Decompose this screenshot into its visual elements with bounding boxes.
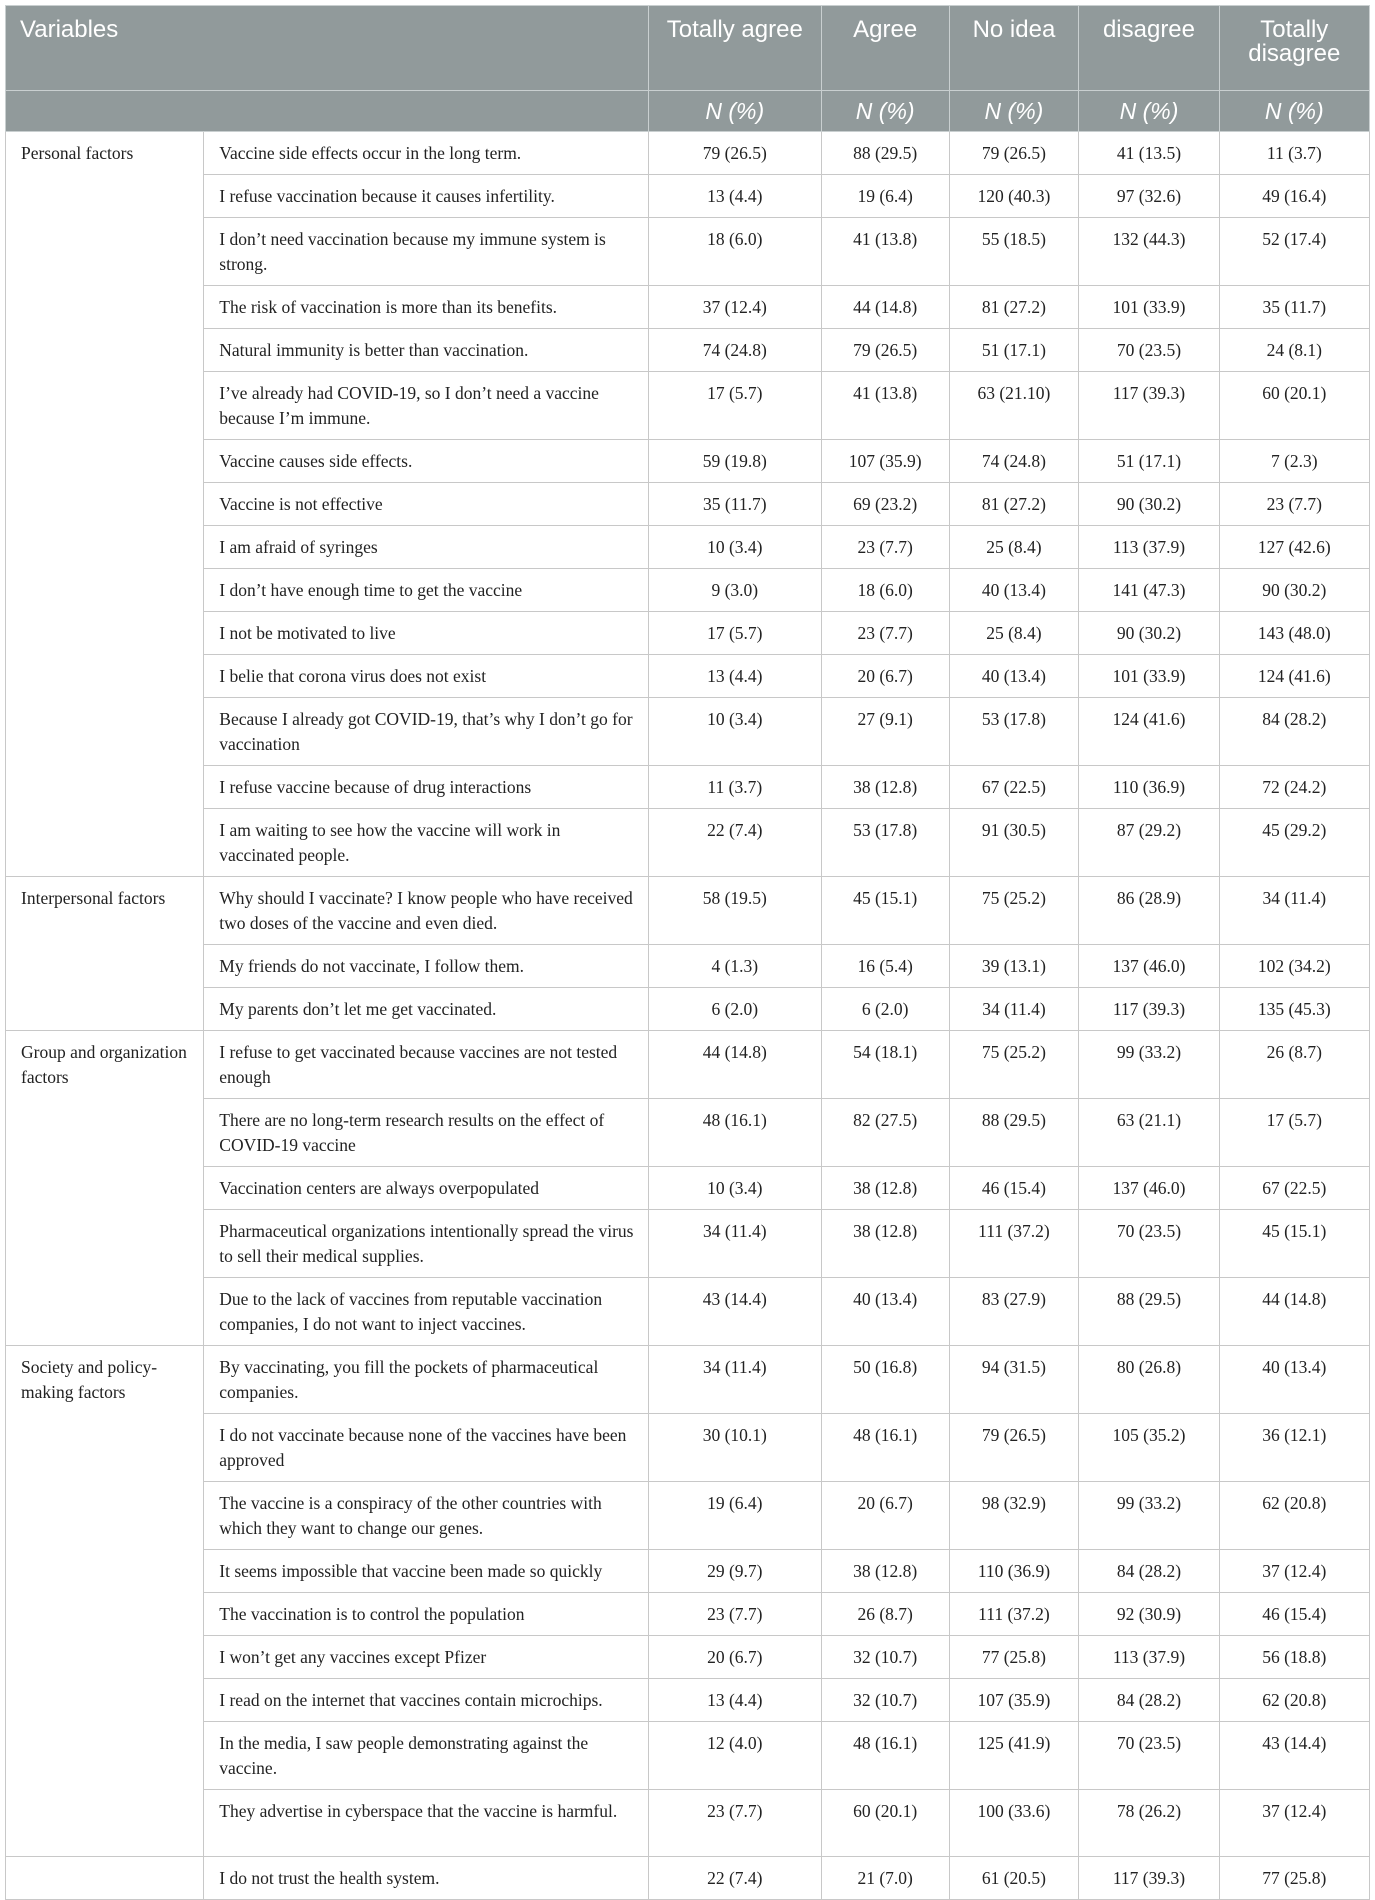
cell-value: 135 (45.3) <box>1219 988 1369 1031</box>
table-row <box>6 1679 1370 1722</box>
table-row <box>6 655 1370 698</box>
cell-value: 32 (10.7) <box>821 1636 949 1679</box>
cell-value: 70 (23.5) <box>1079 1210 1219 1278</box>
cell-value: 105 (35.2) <box>1079 1414 1219 1482</box>
table-row <box>6 1790 1370 1857</box>
table-row <box>6 372 1370 440</box>
cell-value: 38 (12.8) <box>821 1167 949 1210</box>
cell-value: 7 (2.3) <box>1219 440 1369 483</box>
cell-value: 26 (8.7) <box>821 1593 949 1636</box>
cell-value: 37 (12.4) <box>648 286 821 329</box>
cell-value: 90 (30.2) <box>1219 569 1369 612</box>
cell-value: 35 (11.7) <box>1219 286 1369 329</box>
header-blank <box>6 91 649 132</box>
cell-value: 22 (7.4) <box>648 1857 821 1900</box>
header-totally-disagree: Totally disagree <box>1219 6 1369 91</box>
cell-value: 19 (6.4) <box>821 175 949 218</box>
cell-value: 88 (29.5) <box>1079 1278 1219 1346</box>
group-label: Personal factors <box>6 132 204 877</box>
item-label: There are no long-term research results on the effect of COVID-19 vaccine <box>204 1099 648 1167</box>
cell-value: 40 (13.4) <box>949 569 1079 612</box>
table-row <box>6 218 1370 286</box>
cell-value: 40 (13.4) <box>821 1278 949 1346</box>
table-row <box>6 1414 1370 1482</box>
cell-value: 34 (11.4) <box>648 1210 821 1278</box>
cell-value: 61 (20.5) <box>949 1857 1079 1900</box>
cell-value: 39 (13.1) <box>949 945 1079 988</box>
cell-value: 77 (25.8) <box>949 1636 1079 1679</box>
table-row <box>6 988 1370 1031</box>
cell-value: 38 (12.8) <box>821 766 949 809</box>
cell-value: 38 (12.8) <box>821 1210 949 1278</box>
cell-value: 137 (46.0) <box>1079 945 1219 988</box>
cell-value: 137 (46.0) <box>1079 1167 1219 1210</box>
cell-value: 132 (44.3) <box>1079 218 1219 286</box>
header-no-idea: No idea <box>949 6 1079 91</box>
cell-value: 48 (16.1) <box>821 1722 949 1790</box>
cell-value: 55 (18.5) <box>949 218 1079 286</box>
cell-value: 81 (27.2) <box>949 286 1079 329</box>
cell-value: 40 (13.4) <box>949 655 1079 698</box>
cell-value: 52 (17.4) <box>1219 218 1369 286</box>
table-row <box>6 286 1370 329</box>
table-row <box>6 1722 1370 1790</box>
header-sub: N (%) <box>1079 91 1219 132</box>
cell-value: 113 (37.9) <box>1079 526 1219 569</box>
cell-value: 99 (33.2) <box>1079 1482 1219 1550</box>
cell-value: 13 (4.4) <box>648 655 821 698</box>
cell-value: 102 (34.2) <box>1219 945 1369 988</box>
cell-value: 29 (9.7) <box>648 1550 821 1593</box>
item-label: Vaccine causes side effects. <box>204 440 648 483</box>
cell-value: 74 (24.8) <box>949 440 1079 483</box>
item-label: Because I already got COVID-19, that’s why I don’t go for vaccination <box>204 698 648 766</box>
table-row <box>6 1857 1370 1900</box>
cell-value: 70 (23.5) <box>1079 329 1219 372</box>
table-row <box>6 1278 1370 1346</box>
cell-value: 79 (26.5) <box>648 132 821 175</box>
cell-value: 124 (41.6) <box>1079 698 1219 766</box>
cell-value: 101 (33.9) <box>1079 286 1219 329</box>
cell-value: 41 (13.8) <box>821 218 949 286</box>
cell-value: 90 (30.2) <box>1079 612 1219 655</box>
cell-value: 91 (30.5) <box>949 809 1079 877</box>
cell-value: 43 (14.4) <box>1219 1722 1369 1790</box>
cell-value: 50 (16.8) <box>821 1346 949 1414</box>
table-row <box>6 132 1370 175</box>
cell-value: 25 (8.4) <box>949 612 1079 655</box>
table-row <box>6 1210 1370 1278</box>
header-sub: N (%) <box>821 91 949 132</box>
cell-value: 67 (22.5) <box>1219 1167 1369 1210</box>
cell-value: 17 (5.7) <box>648 372 821 440</box>
item-label: Pharmaceutical organizations intentionally spread the virus to sell their medical supplies. <box>204 1210 648 1278</box>
cell-value: 56 (18.8) <box>1219 1636 1369 1679</box>
cell-value: 62 (20.8) <box>1219 1679 1369 1722</box>
cell-value: 88 (29.5) <box>821 132 949 175</box>
cell-value: 84 (28.2) <box>1079 1550 1219 1593</box>
cell-value: 94 (31.5) <box>949 1346 1079 1414</box>
cell-value: 143 (48.0) <box>1219 612 1369 655</box>
cell-value: 125 (41.9) <box>949 1722 1079 1790</box>
cell-value: 45 (15.1) <box>821 877 949 945</box>
cell-value: 40 (13.4) <box>1219 1346 1369 1414</box>
cell-value: 77 (25.8) <box>1219 1857 1369 1900</box>
cell-value: 41 (13.5) <box>1079 132 1219 175</box>
cell-value: 113 (37.9) <box>1079 1636 1219 1679</box>
cell-value: 36 (12.1) <box>1219 1414 1369 1482</box>
header-totally-agree: Totally agree <box>648 6 821 91</box>
cell-value: 24 (8.1) <box>1219 329 1369 372</box>
cell-value: 82 (27.5) <box>821 1099 949 1167</box>
cell-value: 44 (14.8) <box>648 1031 821 1099</box>
table-row <box>6 1550 1370 1593</box>
cell-value: 20 (6.7) <box>648 1636 821 1679</box>
cell-value: 48 (16.1) <box>821 1414 949 1482</box>
cell-value: 30 (10.1) <box>648 1414 821 1482</box>
cell-value: 127 (42.6) <box>1219 526 1369 569</box>
cell-value: 18 (6.0) <box>821 569 949 612</box>
group-label <box>6 1857 204 1900</box>
cell-value: 37 (12.4) <box>1219 1790 1369 1857</box>
cell-value: 17 (5.7) <box>648 612 821 655</box>
item-label: I don’t have enough time to get the vaccine <box>204 569 648 612</box>
cell-value: 49 (16.4) <box>1219 175 1369 218</box>
cell-value: 88 (29.5) <box>949 1099 1079 1167</box>
item-label: I refuse vaccination because it causes infertility. <box>204 175 648 218</box>
cell-value: 54 (18.1) <box>821 1031 949 1099</box>
cell-value: 6 (2.0) <box>821 988 949 1031</box>
item-label: I won’t get any vaccines except Pfizer <box>204 1636 648 1679</box>
cell-value: 11 (3.7) <box>648 766 821 809</box>
cell-value: 79 (26.5) <box>949 132 1079 175</box>
cell-value: 63 (21.1) <box>1079 1099 1219 1167</box>
table-row <box>6 1346 1370 1414</box>
cell-value: 37 (12.4) <box>1219 1550 1369 1593</box>
table-row <box>6 569 1370 612</box>
cell-value: 107 (35.9) <box>821 440 949 483</box>
cell-value: 98 (32.9) <box>949 1482 1079 1550</box>
cell-value: 124 (41.6) <box>1219 655 1369 698</box>
cell-value: 38 (12.8) <box>821 1550 949 1593</box>
item-label: Natural immunity is better than vaccination. <box>204 329 648 372</box>
table-row <box>6 809 1370 877</box>
cell-value: 21 (7.0) <box>821 1857 949 1900</box>
cell-value: 63 (21.10) <box>949 372 1079 440</box>
header-sub: N (%) <box>648 91 821 132</box>
table-row <box>6 329 1370 372</box>
item-label: I belie that corona virus does not exist <box>204 655 648 698</box>
cell-value: 45 (29.2) <box>1219 809 1369 877</box>
cell-value: 79 (26.5) <box>949 1414 1079 1482</box>
cell-value: 67 (22.5) <box>949 766 1079 809</box>
cell-value: 51 (17.1) <box>949 329 1079 372</box>
item-label: I refuse vaccine because of drug interactions <box>204 766 648 809</box>
cell-value: 23 (7.7) <box>821 526 949 569</box>
table-body <box>6 132 1370 1900</box>
cell-value: 43 (14.4) <box>648 1278 821 1346</box>
cell-value: 97 (32.6) <box>1079 175 1219 218</box>
cell-value: 26 (8.7) <box>1219 1031 1369 1099</box>
cell-value: 23 (7.7) <box>648 1790 821 1857</box>
table-row <box>6 1167 1370 1210</box>
cell-value: 110 (36.9) <box>949 1550 1079 1593</box>
cell-value: 45 (15.1) <box>1219 1210 1369 1278</box>
table-row <box>6 1031 1370 1099</box>
cell-value: 32 (10.7) <box>821 1679 949 1722</box>
cell-value: 34 (11.4) <box>648 1346 821 1414</box>
cell-value: 23 (7.7) <box>1219 483 1369 526</box>
item-label: Due to the lack of vaccines from reputable vaccination companies, I do not want to inject vaccines. <box>204 1278 648 1346</box>
group-label: Society and policy-making factors <box>6 1346 204 1857</box>
cell-value: 53 (17.8) <box>821 809 949 877</box>
cell-value: 117 (39.3) <box>1079 988 1219 1031</box>
item-label: My friends do not vaccinate, I follow them. <box>204 945 648 988</box>
cell-value: 79 (26.5) <box>821 329 949 372</box>
cell-value: 53 (17.8) <box>949 698 1079 766</box>
cell-value: 20 (6.7) <box>821 1482 949 1550</box>
cell-value: 4 (1.3) <box>648 945 821 988</box>
table-row <box>6 526 1370 569</box>
group-label: Interpersonal factors <box>6 877 204 1031</box>
cell-value: 58 (19.5) <box>648 877 821 945</box>
cell-value: 59 (19.8) <box>648 440 821 483</box>
item-label: Vaccine side effects occur in the long term. <box>204 132 648 175</box>
cell-value: 9 (3.0) <box>648 569 821 612</box>
cell-value: 107 (35.9) <box>949 1679 1079 1722</box>
cell-value: 34 (11.4) <box>949 988 1079 1031</box>
item-label: I don’t need vaccination because my immune system is strong. <box>204 218 648 286</box>
cell-value: 10 (3.4) <box>648 526 821 569</box>
item-label: The vaccination is to control the population <box>204 1593 648 1636</box>
cell-value: 17 (5.7) <box>1219 1099 1369 1167</box>
cell-value: 51 (17.1) <box>1079 440 1219 483</box>
table-row <box>6 1593 1370 1636</box>
item-label: The risk of vaccination is more than its benefits. <box>204 286 648 329</box>
survey-table <box>5 5 1370 1900</box>
header-disagree: disagree <box>1079 6 1219 91</box>
table-row <box>6 175 1370 218</box>
cell-value: 75 (25.2) <box>949 877 1079 945</box>
item-label: I do not vaccinate because none of the vaccines have been approved <box>204 1414 648 1482</box>
table-row <box>6 440 1370 483</box>
item-label: It seems impossible that vaccine been made so quickly <box>204 1550 648 1593</box>
cell-value: 110 (36.9) <box>1079 766 1219 809</box>
item-label: Why should I vaccinate? I know people who have received two doses of the vaccine and even died. <box>204 877 648 945</box>
table-row <box>6 945 1370 988</box>
cell-value: 13 (4.4) <box>648 1679 821 1722</box>
cell-value: 84 (28.2) <box>1219 698 1369 766</box>
table-row <box>6 1099 1370 1167</box>
cell-value: 35 (11.7) <box>648 483 821 526</box>
table-row <box>6 612 1370 655</box>
cell-value: 18 (6.0) <box>648 218 821 286</box>
cell-value: 70 (23.5) <box>1079 1722 1219 1790</box>
cell-value: 84 (28.2) <box>1079 1679 1219 1722</box>
cell-value: 90 (30.2) <box>1079 483 1219 526</box>
item-label: I am waiting to see how the vaccine will work in vaccinated people. <box>204 809 648 877</box>
cell-value: 60 (20.1) <box>821 1790 949 1857</box>
cell-value: 101 (33.9) <box>1079 655 1219 698</box>
table-row <box>6 766 1370 809</box>
cell-value: 46 (15.4) <box>1219 1593 1369 1636</box>
cell-value: 117 (39.3) <box>1079 372 1219 440</box>
table-row <box>6 877 1370 945</box>
cell-value: 6 (2.0) <box>648 988 821 1031</box>
cell-value: 92 (30.9) <box>1079 1593 1219 1636</box>
cell-value: 10 (3.4) <box>648 698 821 766</box>
table-row <box>6 1636 1370 1679</box>
header-sub: N (%) <box>1219 91 1369 132</box>
cell-value: 22 (7.4) <box>648 809 821 877</box>
cell-value: 75 (25.2) <box>949 1031 1079 1099</box>
cell-value: 23 (7.7) <box>648 1593 821 1636</box>
cell-value: 78 (26.2) <box>1079 1790 1219 1857</box>
cell-value: 44 (14.8) <box>821 286 949 329</box>
item-label: I not be motivated to live <box>204 612 648 655</box>
cell-value: 87 (29.2) <box>1079 809 1219 877</box>
item-label: I do not trust the health system. <box>204 1857 648 1900</box>
cell-value: 83 (27.9) <box>949 1278 1079 1346</box>
cell-value: 99 (33.2) <box>1079 1031 1219 1099</box>
cell-value: 20 (6.7) <box>821 655 949 698</box>
cell-value: 86 (28.9) <box>1079 877 1219 945</box>
cell-value: 13 (4.4) <box>648 175 821 218</box>
cell-value: 19 (6.4) <box>648 1482 821 1550</box>
cell-value: 120 (40.3) <box>949 175 1079 218</box>
cell-value: 48 (16.1) <box>648 1099 821 1167</box>
table-row <box>6 483 1370 526</box>
group-label: Group and organization factors <box>6 1031 204 1346</box>
cell-value: 10 (3.4) <box>648 1167 821 1210</box>
item-label: In the media, I saw people demonstrating against the vaccine. <box>204 1722 648 1790</box>
cell-value: 34 (11.4) <box>1219 877 1369 945</box>
cell-value: 72 (24.2) <box>1219 766 1369 809</box>
cell-value: 117 (39.3) <box>1079 1857 1219 1900</box>
table-row <box>6 1482 1370 1550</box>
cell-value: 27 (9.1) <box>821 698 949 766</box>
item-label: I’ve already had COVID-19, so I don’t need a vaccine because I’m immune. <box>204 372 648 440</box>
cell-value: 111 (37.2) <box>949 1210 1079 1278</box>
cell-value: 100 (33.6) <box>949 1790 1079 1857</box>
item-label: I read on the internet that vaccines contain microchips. <box>204 1679 648 1722</box>
item-label: I am afraid of syringes <box>204 526 648 569</box>
item-label: The vaccine is a conspiracy of the other countries with which they want to change our genes. <box>204 1482 648 1550</box>
cell-value: 81 (27.2) <box>949 483 1079 526</box>
cell-value: 69 (23.2) <box>821 483 949 526</box>
cell-value: 41 (13.8) <box>821 372 949 440</box>
cell-value: 80 (26.8) <box>1079 1346 1219 1414</box>
header-variables: Variables <box>6 6 649 91</box>
cell-value: 46 (15.4) <box>949 1167 1079 1210</box>
cell-value: 11 (3.7) <box>1219 132 1369 175</box>
cell-value: 74 (24.8) <box>648 329 821 372</box>
table-row <box>6 698 1370 766</box>
item-label: Vaccine is not effective <box>204 483 648 526</box>
item-label: My parents don’t let me get vaccinated. <box>204 988 648 1031</box>
item-label: By vaccinating, you fill the pockets of pharmaceutical companies. <box>204 1346 648 1414</box>
cell-value: 62 (20.8) <box>1219 1482 1369 1550</box>
cell-value: 141 (47.3) <box>1079 569 1219 612</box>
cell-value: 23 (7.7) <box>821 612 949 655</box>
cell-value: 111 (37.2) <box>949 1593 1079 1636</box>
cell-value: 44 (14.8) <box>1219 1278 1369 1346</box>
item-label: Vaccination centers are always overpopulated <box>204 1167 648 1210</box>
item-label: I refuse to get vaccinated because vaccines are not tested enough <box>204 1031 648 1099</box>
header-agree: Agree <box>821 6 949 91</box>
cell-value: 12 (4.0) <box>648 1722 821 1790</box>
header-sub: N (%) <box>949 91 1079 132</box>
item-label: They advertise in cyberspace that the vaccine is harmful. <box>204 1790 648 1857</box>
cell-value: 16 (5.4) <box>821 945 949 988</box>
cell-value: 60 (20.1) <box>1219 372 1369 440</box>
cell-value: 25 (8.4) <box>949 526 1079 569</box>
